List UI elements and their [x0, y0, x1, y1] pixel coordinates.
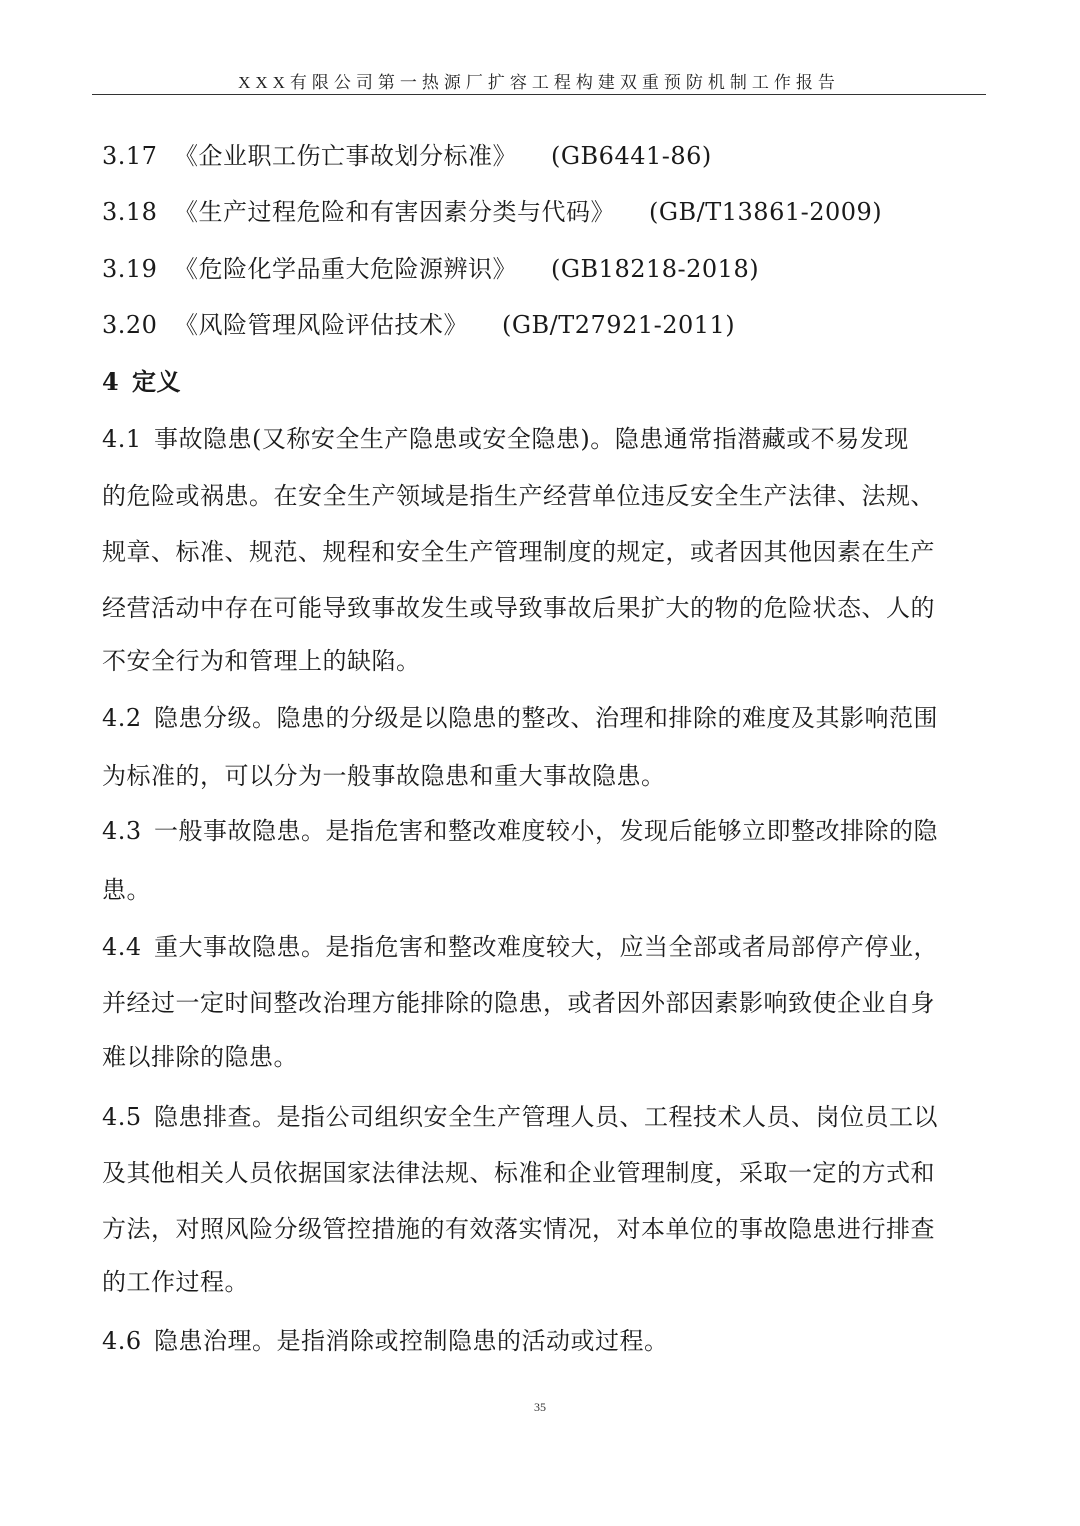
reference-item [102, 253, 982, 285]
reference-item [102, 309, 982, 341]
section-title: 定义 [132, 367, 181, 396]
reference-code: (GB/T13861-2009) [649, 198, 883, 226]
section-heading [102, 366, 982, 398]
definition-line [102, 931, 982, 963]
definition-number: 4.6 [102, 1327, 142, 1355]
definition-text: 隐患排查。是指公司组织安全生产管理人员、工程技术人员、岗位员工以 [154, 1103, 938, 1131]
reference-title: 《危险化学品重大危险源辨识》 [174, 255, 517, 283]
definition-line [102, 423, 982, 455]
page-number: 35 [534, 1400, 546, 1414]
reference-item [102, 140, 982, 172]
definition-line: 患。 [102, 876, 151, 904]
definition-line [102, 1101, 982, 1133]
definition-line [102, 815, 982, 847]
definition-number: 4.5 [102, 1103, 142, 1131]
definition-text: 重大事故隐患。是指危害和整改难度较大，应当全部或者局部停产停业， [154, 933, 938, 961]
reference-number: 3.19 [102, 255, 158, 283]
definition-line [102, 1325, 982, 1357]
definition-number: 4.1 [102, 425, 142, 453]
definition-text: 一般事故隐患。是指危害和整改难度较小，发现后能够立即整改排除的隐 [154, 817, 938, 845]
reference-number: 3.20 [102, 311, 158, 339]
reference-title: 《企业职工伤亡事故划分标准》 [174, 142, 517, 170]
reference-number: 3.17 [102, 142, 158, 170]
definition-number: 4.2 [102, 704, 142, 732]
definition-text: 事故隐患(又称安全生产隐患或安全隐患)。隐患通常指潜藏或不易发现 [154, 425, 909, 453]
definition-line: 难以排除的隐患。 [102, 1043, 298, 1071]
definition-line: 为标准的，可以分为一般事故隐患和重大事故隐患。 [102, 762, 666, 790]
definition-line: 并经过一定时间整改治理方能排除的隐患，或者因外部因素影响致使企业自身 [102, 989, 935, 1017]
definition-line: 不安全行为和管理上的缺陷。 [102, 647, 421, 675]
reference-title: 《生产过程危险和有害因素分类与代码》 [174, 198, 615, 226]
definition-number: 4.3 [102, 817, 142, 845]
definition-line: 的工作过程。 [102, 1268, 249, 1296]
definition-line: 及其他相关人员依据国家法律法规、标准和企业管理制度，采取一定的方式和 [102, 1159, 935, 1187]
definition-line: 规章、标准、规范、规程和安全生产管理制度的规定，或者因其他因素在生产 [102, 538, 935, 566]
definition-line [102, 702, 982, 734]
definition-text: 隐患分级。隐患的分级是以隐患的整改、治理和排除的难度及其影响范围 [154, 704, 938, 732]
reference-code: (GB18218-2018) [551, 255, 760, 283]
reference-code: (GB/T27921-2011) [502, 311, 736, 339]
definition-number: 4.4 [102, 933, 142, 961]
header-rule [92, 94, 986, 95]
definition-text: 隐患治理。是指消除或控制隐患的活动或过程。 [154, 1327, 669, 1355]
reference-number: 3.18 [102, 198, 158, 226]
definition-line: 的危险或祸患。在安全生产领域是指生产经营单位违反安全生产法律、法规、 [102, 482, 935, 510]
reference-item [102, 196, 982, 228]
running-header: XXX有限公司第一热源厂扩容工程构建双重预防机制工作报告 [238, 73, 840, 92]
definition-line: 经营活动中存在可能导致事故发生或导致事故后果扩大的物的危险状态、人的 [102, 594, 935, 622]
reference-code: (GB6441-86) [551, 142, 712, 170]
reference-title: 《风险管理风险评估技术》 [174, 311, 468, 339]
section-number: 4 [102, 367, 120, 396]
definition-line: 方法，对照风险分级管控措施的有效落实情况，对本单位的事故隐患进行排查 [102, 1215, 935, 1243]
